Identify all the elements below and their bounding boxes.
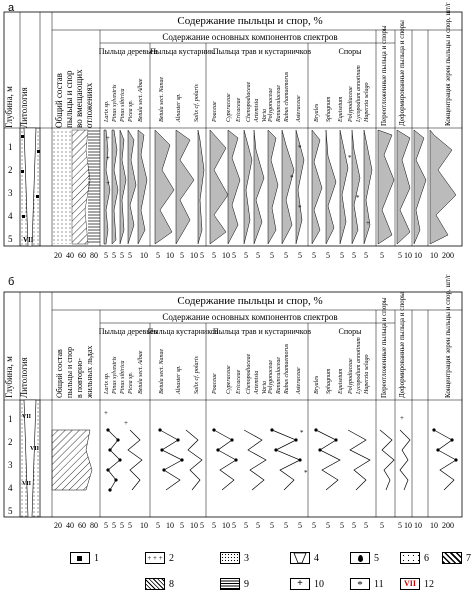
svg-text:Equisetum: Equisetum xyxy=(338,368,344,394)
svg-text:Rubus chamaemorus: Rubus chamaemorus xyxy=(284,71,290,122)
svg-text:*: * xyxy=(290,174,294,182)
svg-text:60: 60 xyxy=(78,251,86,260)
svg-text:Varia: Varia xyxy=(262,380,268,394)
svg-text:5: 5 xyxy=(312,521,316,530)
svg-text:Cyperaceae: Cyperaceae xyxy=(226,93,232,122)
svg-text:Cyperaceae: Cyperaceae xyxy=(226,365,232,394)
svg-text:5: 5 xyxy=(270,521,274,530)
svg-text:Концентрация зерен пыльцы и сп: Концентрация зерен пыльцы и спор, шт/г xyxy=(444,274,452,398)
svg-text:5: 5 xyxy=(120,251,124,260)
legend-swatch-roman: VII xyxy=(400,578,420,590)
svg-text:10: 10 xyxy=(404,251,412,260)
svg-text:5: 5 xyxy=(212,521,216,530)
svg-text:10: 10 xyxy=(166,251,174,260)
legend-item-4: 4 xyxy=(290,552,319,564)
svg-text:Деформированные пыльца и споры: Деформированные пыльца и споры xyxy=(398,292,406,398)
panel-a-taxa-labels xyxy=(104,65,370,123)
svg-text:10: 10 xyxy=(222,521,230,530)
svg-text:5: 5 xyxy=(398,251,402,260)
svg-text:5: 5 xyxy=(180,251,184,260)
svg-text:60: 60 xyxy=(78,521,86,530)
panel-a-letter: а xyxy=(8,2,15,14)
svg-text:4: 4 xyxy=(8,483,13,493)
panel-a-roman-label: VII xyxy=(23,236,34,244)
legend-swatch-hatch-thin xyxy=(145,578,165,590)
svg-text:5: 5 xyxy=(200,521,204,530)
svg-text:5: 5 xyxy=(364,521,368,530)
svg-text:5: 5 xyxy=(232,521,236,530)
svg-text:10: 10 xyxy=(414,521,422,530)
svg-text:Ericaceae: Ericaceae xyxy=(236,97,242,122)
svg-text:3: 3 xyxy=(8,188,13,198)
svg-text:Концентрация зерен пыльцы и сп: Концентрация зерен пыльцы и спор, шт/г xyxy=(444,2,452,126)
legend-item-9: 9 xyxy=(220,578,249,590)
panel-b-taxa-labels xyxy=(104,337,370,395)
svg-text:+: + xyxy=(104,409,108,417)
panel-b-points xyxy=(106,428,457,491)
legend-swatch-dots-sparse xyxy=(400,552,420,564)
svg-text:1: 1 xyxy=(8,414,13,424)
panel-a-group-trees: Пыльца деревьев xyxy=(98,47,158,56)
svg-text:Larix sp.: Larix sp. xyxy=(104,100,110,122)
panel-a-group-herbs: Пыльца трав и кустарничков xyxy=(212,47,312,56)
legend-swatch-dots-fine xyxy=(220,552,240,564)
panel-b-depth-label: Глубина, м xyxy=(4,356,14,398)
svg-text:5: 5 xyxy=(256,251,260,260)
svg-text:Деформированные пыльца и споры: Деформированные пыльца и споры xyxy=(398,20,406,126)
svg-text:Huperzia selago: Huperzia selago xyxy=(364,354,370,394)
panel-b-depth-ticks xyxy=(8,414,13,516)
svg-text:10: 10 xyxy=(140,521,148,530)
svg-text:5: 5 xyxy=(380,521,384,530)
svg-text:VII: VII xyxy=(22,414,32,420)
panel-b-group-trees: Пыльца деревьев xyxy=(98,327,158,336)
svg-text:+: + xyxy=(106,179,110,187)
svg-text:Asteraceae: Asteraceae xyxy=(296,95,302,122)
svg-text:10: 10 xyxy=(414,251,422,260)
svg-text:Betula sect. Albae: Betula sect. Albae xyxy=(138,78,144,122)
svg-text:Sphagnum: Sphagnum xyxy=(326,96,332,122)
svg-text:5: 5 xyxy=(298,521,302,530)
svg-text:Alnaster sp.: Alnaster sp. xyxy=(176,365,182,394)
svg-text:*: * xyxy=(304,469,308,477)
svg-text:10: 10 xyxy=(222,251,230,260)
svg-text:Pinus sibirica: Pinus sibirica xyxy=(120,360,126,394)
panel-b-letter: б xyxy=(8,276,15,288)
panel-a-general-label: Общий состав xyxy=(54,73,64,128)
svg-text:+: + xyxy=(366,219,370,227)
legend-item-2: + + + 2 xyxy=(145,552,174,564)
svg-text:Polypodiaceae: Polypodiaceae xyxy=(348,86,354,122)
panel-b-subtitle: Содержание основных компонентов спектров xyxy=(162,312,338,322)
panel-a-diagram xyxy=(0,2,467,280)
panel-b-general-label-4: жильных льдах xyxy=(85,345,94,398)
svg-text:Picea sp.: Picea sp. xyxy=(128,100,134,122)
svg-text:Alnaster sp.: Alnaster sp. xyxy=(176,93,182,122)
svg-text:5: 5 xyxy=(112,251,116,260)
svg-text:Equisetum: Equisetum xyxy=(338,96,344,122)
svg-text:5: 5 xyxy=(128,521,132,530)
panel-b-group-herbs: Пыльца трав и кустарничков xyxy=(212,327,312,336)
svg-text:+: + xyxy=(124,419,128,427)
svg-text:Ericaceae: Ericaceae xyxy=(236,369,242,394)
svg-text:Poaceae: Poaceae xyxy=(212,373,218,394)
svg-text:5: 5 xyxy=(298,251,302,260)
svg-text:10: 10 xyxy=(404,521,412,530)
panel-a-depth-ticks xyxy=(8,142,13,244)
svg-text:5: 5 xyxy=(340,251,344,260)
svg-text:Pinus sibirica: Pinus sibirica xyxy=(120,88,126,122)
panel-a-general-lines xyxy=(88,130,100,244)
svg-text:Sphagnum: Sphagnum xyxy=(326,368,332,394)
panel-b-general-label: Общий состав xyxy=(55,349,64,398)
svg-text:5: 5 xyxy=(200,251,204,260)
panel-b-group-shrubs: Пыльца кустарников xyxy=(147,327,219,336)
svg-text:*: * xyxy=(356,194,360,202)
svg-text:Pinus sylvestris: Pinus sylvestris xyxy=(112,356,118,394)
svg-text:Lycopodium annotinum: Lycopodium annotinum xyxy=(356,337,362,394)
svg-text:Poaceae: Poaceae xyxy=(212,101,218,122)
panel-a-extra-labels xyxy=(380,2,452,126)
panel-a-general-hatch xyxy=(72,130,90,244)
legend xyxy=(70,548,471,598)
panel-a-curves xyxy=(104,130,456,244)
svg-text:*: * xyxy=(300,429,304,437)
svg-text:Rubus chamaemorus: Rubus chamaemorus xyxy=(284,343,290,394)
panel-a-x-ticks xyxy=(54,251,454,260)
panel-b-general-hatch xyxy=(52,430,92,490)
svg-text:5: 5 xyxy=(156,521,160,530)
svg-text:5: 5 xyxy=(312,251,316,260)
legend-item-11: * 11 xyxy=(350,578,384,590)
panel-a-general-label-2: пыльцы и спор xyxy=(64,70,74,128)
svg-text:Переотложенные пыльца и споры: Переотложенные пыльца и споры xyxy=(380,25,388,126)
svg-text:Salix cf. polaris: Salix cf. polaris xyxy=(194,84,200,122)
panel-a-general-label-3: во вмещающих xyxy=(74,69,84,128)
svg-text:VII: VII xyxy=(30,446,40,452)
svg-text:200: 200 xyxy=(442,251,454,260)
svg-text:10: 10 xyxy=(166,521,174,530)
legend-swatch-asterisk: * xyxy=(350,578,370,590)
svg-text:5: 5 xyxy=(284,521,288,530)
svg-text:Lycopodium annotinum: Lycopodium annotinum xyxy=(356,65,362,122)
panel-a-group-spores: Споры xyxy=(338,47,362,56)
svg-text:Bryales: Bryales xyxy=(314,375,320,394)
svg-text:+: + xyxy=(106,154,110,162)
legend-swatch-horizontal-lines xyxy=(220,578,240,590)
svg-text:5: 5 xyxy=(326,521,330,530)
legend-swatch-crosses: + + + xyxy=(145,552,165,564)
panel-b-general-label-2: пыльцы и спор xyxy=(65,346,74,398)
svg-text:1: 1 xyxy=(8,142,13,152)
svg-text:Polygonaceae: Polygonaceae xyxy=(268,360,274,394)
svg-text:20: 20 xyxy=(54,251,62,260)
svg-text:Betula sect. Albae: Betula sect. Albae xyxy=(138,350,144,394)
svg-text:Huperzia selago: Huperzia selago xyxy=(364,82,370,122)
svg-text:5: 5 xyxy=(256,521,260,530)
legend-swatch-square-dot xyxy=(70,552,90,564)
svg-text:5: 5 xyxy=(112,521,116,530)
svg-text:Chenopodiaceae: Chenopodiaceae xyxy=(246,81,252,122)
legend-swatch-drop xyxy=(350,552,370,564)
svg-text:*: * xyxy=(348,154,352,162)
svg-text:*: * xyxy=(298,204,302,212)
svg-text:80: 80 xyxy=(90,251,98,260)
svg-text:Pinus sylvestris: Pinus sylvestris xyxy=(112,84,118,122)
panel-a-general-label-4: отложениях xyxy=(84,82,94,128)
svg-text:5: 5 xyxy=(104,521,108,530)
svg-text:Artemisia: Artemisia xyxy=(254,98,260,122)
legend-item-10: + 10 xyxy=(290,578,324,590)
svg-text:5: 5 xyxy=(352,251,356,260)
svg-text:5: 5 xyxy=(104,251,108,260)
legend-item-6: 6 xyxy=(400,552,429,564)
svg-text:2: 2 xyxy=(8,437,13,447)
svg-text:Betula sect. Nanae: Betula sect. Nanae xyxy=(159,76,165,122)
svg-text:5: 5 xyxy=(284,251,288,260)
svg-text:5: 5 xyxy=(156,251,160,260)
panel-a-main-title: Содержание пыльцы и спор, % xyxy=(177,15,323,27)
svg-text:5: 5 xyxy=(398,521,402,530)
svg-text:4: 4 xyxy=(8,211,13,221)
svg-text:5: 5 xyxy=(340,521,344,530)
svg-text:5: 5 xyxy=(326,251,330,260)
svg-text:5: 5 xyxy=(212,251,216,260)
svg-text:5: 5 xyxy=(380,251,384,260)
svg-text:Asteraceae: Asteraceae xyxy=(296,367,302,394)
svg-text:5: 5 xyxy=(8,506,13,516)
svg-text:5: 5 xyxy=(232,251,236,260)
svg-text:80: 80 xyxy=(90,521,98,530)
panel-b-main-title: Содержание пыльцы и спор, % xyxy=(177,295,323,307)
svg-text:2: 2 xyxy=(8,165,13,175)
svg-text:Polypodiaceae: Polypodiaceae xyxy=(348,358,354,394)
svg-text:5: 5 xyxy=(120,521,124,530)
svg-text:200: 200 xyxy=(442,521,454,530)
svg-text:Chenopodiaceae: Chenopodiaceae xyxy=(246,353,252,394)
svg-text:10: 10 xyxy=(430,521,438,530)
svg-text:Larix sp.: Larix sp. xyxy=(104,372,110,394)
panel-a-subtitle: Содержание основных компонентов спектров xyxy=(162,32,338,42)
legend-swatch-ice-wedge xyxy=(290,552,310,564)
svg-text:20: 20 xyxy=(54,521,62,530)
legend-item-5: 5 xyxy=(350,552,379,564)
svg-text:Picea sp.: Picea sp. xyxy=(128,372,134,394)
svg-text:Varia: Varia xyxy=(262,108,268,122)
legend-swatch-hatch-bold xyxy=(442,552,462,564)
panel-b-lines xyxy=(108,430,456,490)
svg-text:5: 5 xyxy=(180,521,184,530)
panel-b-diagram xyxy=(0,274,467,540)
svg-text:10: 10 xyxy=(430,251,438,260)
svg-text:Salix cf. polaris: Salix cf. polaris xyxy=(194,356,200,394)
svg-text:5: 5 xyxy=(8,234,13,244)
legend-item-3: 3 xyxy=(220,552,249,564)
svg-text:5: 5 xyxy=(270,251,274,260)
svg-text:Bryales: Bryales xyxy=(314,103,320,122)
panel-a-depth-label: Глубина, м xyxy=(4,86,14,128)
svg-text:Polygonaceae: Polygonaceae xyxy=(268,88,274,122)
svg-text:Переотложенные пыльца и споры: Переотложенные пыльца и споры xyxy=(380,297,388,398)
panel-b-general-label-3: в повторно- xyxy=(75,358,84,398)
panel-b-extra-labels xyxy=(380,274,452,398)
panel-a-group-shrubs: Пыльца кустарник. xyxy=(150,47,216,56)
legend-item-12: VII 12 xyxy=(400,578,434,590)
svg-text:5: 5 xyxy=(352,521,356,530)
svg-text:VII: VII xyxy=(22,481,32,487)
svg-text:*: * xyxy=(298,144,302,152)
legend-item-8: 8 xyxy=(145,578,174,590)
panel-a-lithology-label: Литология xyxy=(19,87,29,128)
panel-b-lithology-label: Литология xyxy=(19,357,29,398)
panel-b-group-spores: Споры xyxy=(338,327,362,336)
svg-text:5: 5 xyxy=(128,251,132,260)
svg-text:+: + xyxy=(106,134,110,142)
svg-text:5: 5 xyxy=(244,521,248,530)
svg-text:3: 3 xyxy=(8,460,13,470)
svg-text:10: 10 xyxy=(190,251,198,260)
legend-item-1: 1 xyxy=(70,552,99,564)
svg-text:40: 40 xyxy=(66,521,74,530)
svg-text:Ranunculaceae: Ranunculaceae xyxy=(276,85,282,122)
svg-text:10: 10 xyxy=(190,521,198,530)
svg-text:Artemisia: Artemisia xyxy=(254,370,260,394)
svg-text:5: 5 xyxy=(364,251,368,260)
panel-b-x-ticks xyxy=(54,521,454,530)
svg-text:Ranunculaceae: Ranunculaceae xyxy=(276,357,282,394)
svg-text:10: 10 xyxy=(140,251,148,260)
svg-text:Betula sect. Nanae: Betula sect. Nanae xyxy=(159,348,165,394)
svg-text:+: + xyxy=(400,414,404,422)
panel-a-general-dots xyxy=(52,130,72,244)
legend-swatch-plus: + xyxy=(290,578,310,590)
svg-text:40: 40 xyxy=(66,251,74,260)
legend-item-7: 7 xyxy=(442,552,471,564)
svg-text:5: 5 xyxy=(244,251,248,260)
